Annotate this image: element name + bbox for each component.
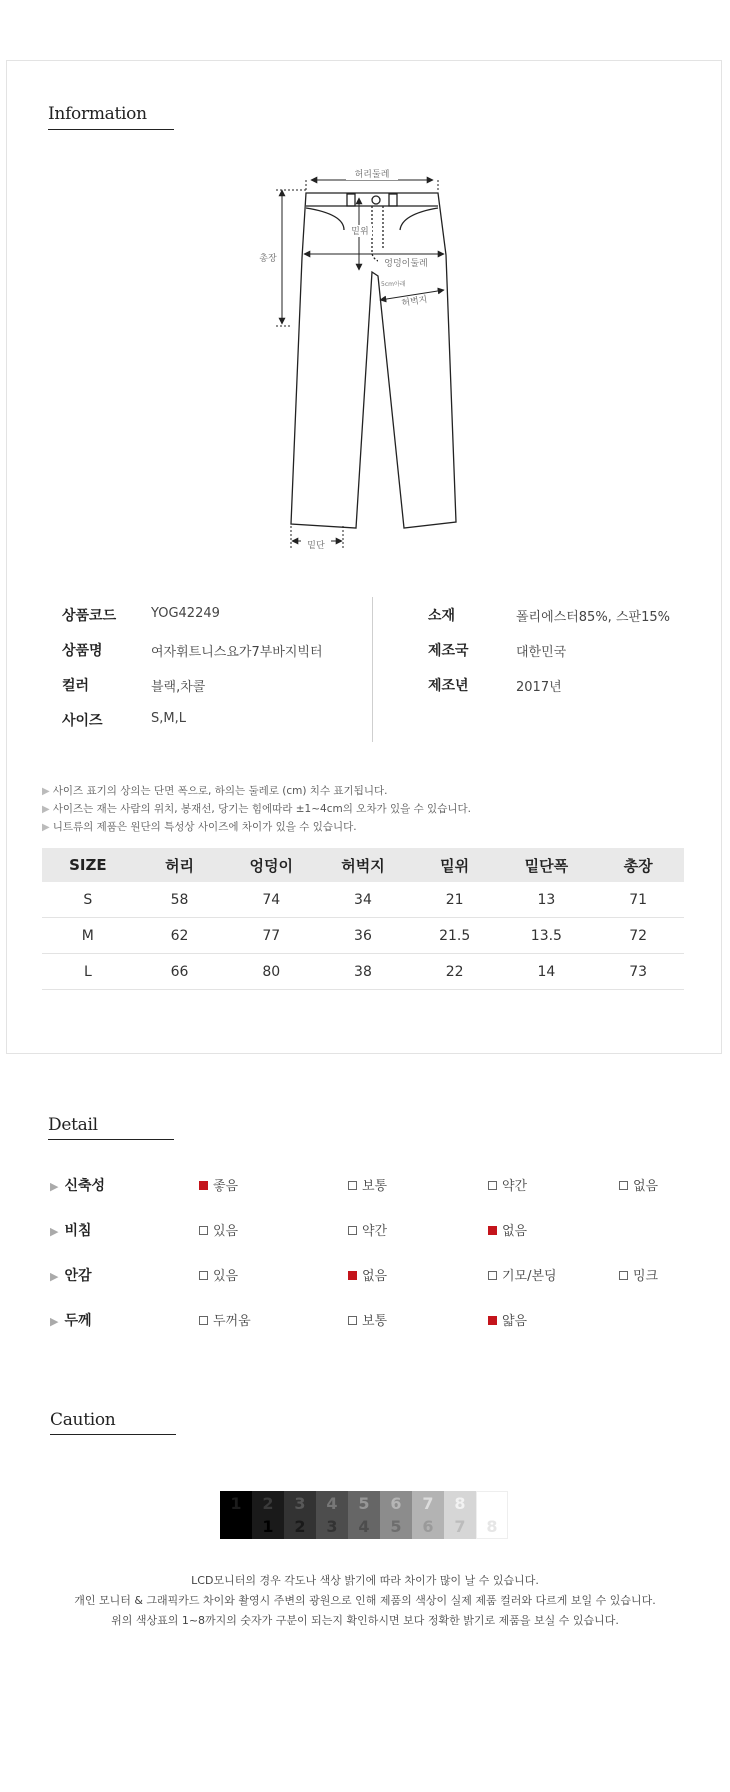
brightness-swatch [444,1491,476,1539]
thigh-label: 허벅지 [400,295,429,309]
option-sheer-slight [348,1220,387,1239]
unchecked-box-icon [619,1271,628,1280]
brightness-swatch [476,1491,508,1539]
size-table-header-cell: 엉덩이 [225,848,317,882]
size-note-text: 니트류의 제품은 원단의 특성상 사이즈에 차이가 있을 수 있습니다. [52,821,357,833]
spec-label-color: 컬러 [62,678,90,694]
unchecked-box-icon [199,1316,208,1325]
table-cell: M [42,918,134,954]
bullet-triangle-icon: ▶ [50,1315,59,1328]
size-table-header-cell: 총장 [592,848,684,882]
size-note-1 [42,783,387,798]
table-cell: L [42,954,134,990]
hip-label: 엉덩이둘레 [384,259,428,269]
option-text: 없음 [502,1224,528,1239]
table-cell: 71 [592,882,684,918]
spec-value-material: 폴리에스터85%, 스판15% [516,610,670,625]
pants-size-diagram [250,160,480,560]
spec-value-year: 2017년 [516,680,562,695]
swatch-number-bottom: 3 [326,1517,338,1536]
swatch-number-top: 4 [326,1494,338,1513]
caution-line: 위의 색상표의 1~8까지의 숫자가 구분이 되는지 확인하시면 보다 정확한 밝기로 제품을 보실 수 있습니다. [111,1614,619,1627]
brightness-swatch [316,1491,348,1539]
unchecked-box-icon [199,1226,208,1235]
bullet-triangle-icon: ▶ [42,804,50,815]
table-cell: 21.5 [409,918,501,954]
unchecked-box-icon [619,1181,628,1190]
option-text: 밍크 [633,1269,659,1284]
spec-label-material: 소재 [428,608,456,624]
option-sheer-yes [199,1220,238,1239]
table-row [42,882,684,918]
table-cell: 34 [317,882,409,918]
brightness-swatch [284,1491,316,1539]
pants-outline [291,193,456,528]
spec-divider [372,597,373,742]
detail-label-text: 신축성 [64,1178,106,1194]
information-title-underline [48,129,174,130]
table-cell: 58 [134,882,226,918]
table-cell: 62 [134,918,226,954]
spec-value-code: YOG42249 [151,606,220,621]
option-text: 보통 [362,1314,388,1329]
option-text: 약간 [362,1224,388,1239]
swatch-number-top: 6 [390,1494,402,1513]
size-note-text: 사이즈는 재는 사람의 위치, 봉재선, 당기는 힘에따라 ±1~4cm의 오차가 있을 수 있습니다. [52,803,471,815]
rise-label: 밑위 [351,227,369,237]
swatch-number-top: 7 [422,1494,434,1513]
checked-box-icon [199,1181,208,1190]
unchecked-box-icon [348,1181,357,1190]
table-cell: 80 [225,954,317,990]
swatch-number-bottom: 8 [486,1517,498,1536]
option-text: 있음 [213,1224,239,1239]
swatch-number-bottom: 4 [358,1517,370,1536]
detail-label-sheerness [50,1220,92,1240]
option-text: 없음 [633,1179,659,1194]
unchecked-box-icon [348,1226,357,1235]
table-cell: 73 [592,954,684,990]
option-text: 약간 [502,1179,528,1194]
table-row [42,918,684,954]
option-thick-thin [488,1310,527,1329]
size-note-2 [42,801,471,816]
brightness-swatch [412,1491,444,1539]
option-text: 있음 [213,1269,239,1284]
detail-label-text: 안감 [64,1268,92,1284]
option-thick-normal [348,1310,387,1329]
detail-label-stretch [50,1175,105,1195]
table-cell: 21 [409,882,501,918]
detail-title-underline [48,1139,174,1140]
bullet-triangle-icon: ▶ [50,1180,59,1193]
table-cell: 72 [592,918,684,954]
table-cell: S [42,882,134,918]
swatch-number-bottom: 2 [294,1517,306,1536]
table-cell: 77 [225,918,317,954]
table-cell: 38 [317,954,409,990]
unchecked-box-icon [348,1316,357,1325]
spec-label-code: 상품코드 [62,608,117,624]
size-table-header-cell: 밑단폭 [501,848,593,882]
spec-label-year: 제조년 [428,678,469,694]
spec-value-country: 대한민국 [516,645,567,660]
option-stretch-none [619,1175,658,1194]
swatch-number-bottom: 5 [390,1517,402,1536]
table-cell: 22 [409,954,501,990]
swatch-number-top: 2 [262,1494,274,1513]
caution-title: Caution [50,1410,116,1430]
option-text: 얇음 [502,1314,528,1329]
brightness-swatch [348,1491,380,1539]
checked-box-icon [348,1271,357,1280]
detail-label-text: 두께 [64,1313,92,1329]
size-table-header [42,848,684,882]
option-text: 없음 [362,1269,388,1284]
option-lining-none [348,1265,387,1284]
detail-label-text: 비침 [64,1223,92,1239]
size-table [42,848,684,990]
swatch-number-top: 5 [358,1494,370,1513]
caution-title-underline [50,1434,176,1435]
caution-line: 개인 모니터 & 그래픽카드 차이와 촬영시 주변의 광원으로 인해 제품의 색상이 실제 제품 컬러와 다르게 보일 수 있습니다. [74,1594,656,1607]
swatch-number-bottom: 1 [262,1517,274,1536]
bullet-triangle-icon: ▶ [42,786,50,797]
below-crotch-label: 5cm아래 [381,281,406,288]
detail-label-lining [50,1265,92,1285]
length-label: 총장 [259,254,277,264]
option-text: 보통 [362,1179,388,1194]
swatch-number-top: 1 [230,1494,242,1513]
hem-label: 밑단 [307,541,325,551]
brightness-swatch [220,1491,252,1539]
option-stretch-good [199,1175,238,1194]
bullet-triangle-icon: ▶ [50,1270,59,1283]
swatch-number-bottom: 7 [454,1517,466,1536]
option-stretch-slight [488,1175,527,1194]
table-row [42,954,684,990]
spec-label-size: 사이즈 [62,713,103,729]
table-cell: 14 [501,954,593,990]
table-cell: 66 [134,954,226,990]
option-text: 좋음 [213,1179,239,1194]
option-stretch-normal [348,1175,387,1194]
option-thick-thick [199,1310,251,1329]
bullet-triangle-icon: ▶ [50,1225,59,1238]
spec-value-size: S,M,L [151,711,186,726]
brightness-swatch [380,1491,412,1539]
size-table-header-cell: 허리 [134,848,226,882]
option-sheer-none [488,1220,527,1239]
unchecked-box-icon [199,1271,208,1280]
unchecked-box-icon [488,1181,497,1190]
option-lining-mink [619,1265,658,1284]
information-title: Information [48,104,147,124]
table-cell: 74 [225,882,317,918]
option-lining-brushed [488,1265,557,1284]
size-table-header-cell: SIZE [42,848,134,882]
spec-value-color: 블랙,차콜 [151,680,206,695]
size-note-3 [42,819,357,834]
bullet-triangle-icon: ▶ [42,822,50,833]
spec-value-name: 여자휘트니스요가7부바지빅터 [151,645,323,660]
table-cell: 13.5 [501,918,593,954]
table-cell: 36 [317,918,409,954]
brightness-scale [220,1491,508,1539]
spec-label-name: 상품명 [62,643,103,659]
swatch-number-top: 8 [454,1494,466,1513]
brightness-swatch [252,1491,284,1539]
spec-label-country: 제조국 [428,643,469,659]
size-note-text: 사이즈 표기의 상의는 단면 폭으로, 하의는 둘레로 (cm) 치수 표기됩니다. [52,785,388,797]
unchecked-box-icon [488,1271,497,1280]
option-lining-yes [199,1265,238,1284]
size-table-header-cell: 밑위 [409,848,501,882]
detail-title: Detail [48,1115,98,1135]
detail-label-thickness [50,1310,92,1330]
option-text: 기모/본딩 [502,1269,557,1284]
swatch-number-bottom: 6 [422,1517,434,1536]
checked-box-icon [488,1316,497,1325]
size-table-header-cell: 허벅지 [317,848,409,882]
checked-box-icon [488,1226,497,1235]
table-cell: 13 [501,882,593,918]
swatch-number-top: 3 [294,1494,306,1513]
waist-label: 허리둘레 [354,170,390,180]
caution-text [0,1571,730,1631]
option-text: 두꺼움 [213,1314,251,1329]
caution-line: LCD모니터의 경우 각도나 색상 밝기에 따라 차이가 많이 날 수 있습니다. [191,1574,539,1587]
